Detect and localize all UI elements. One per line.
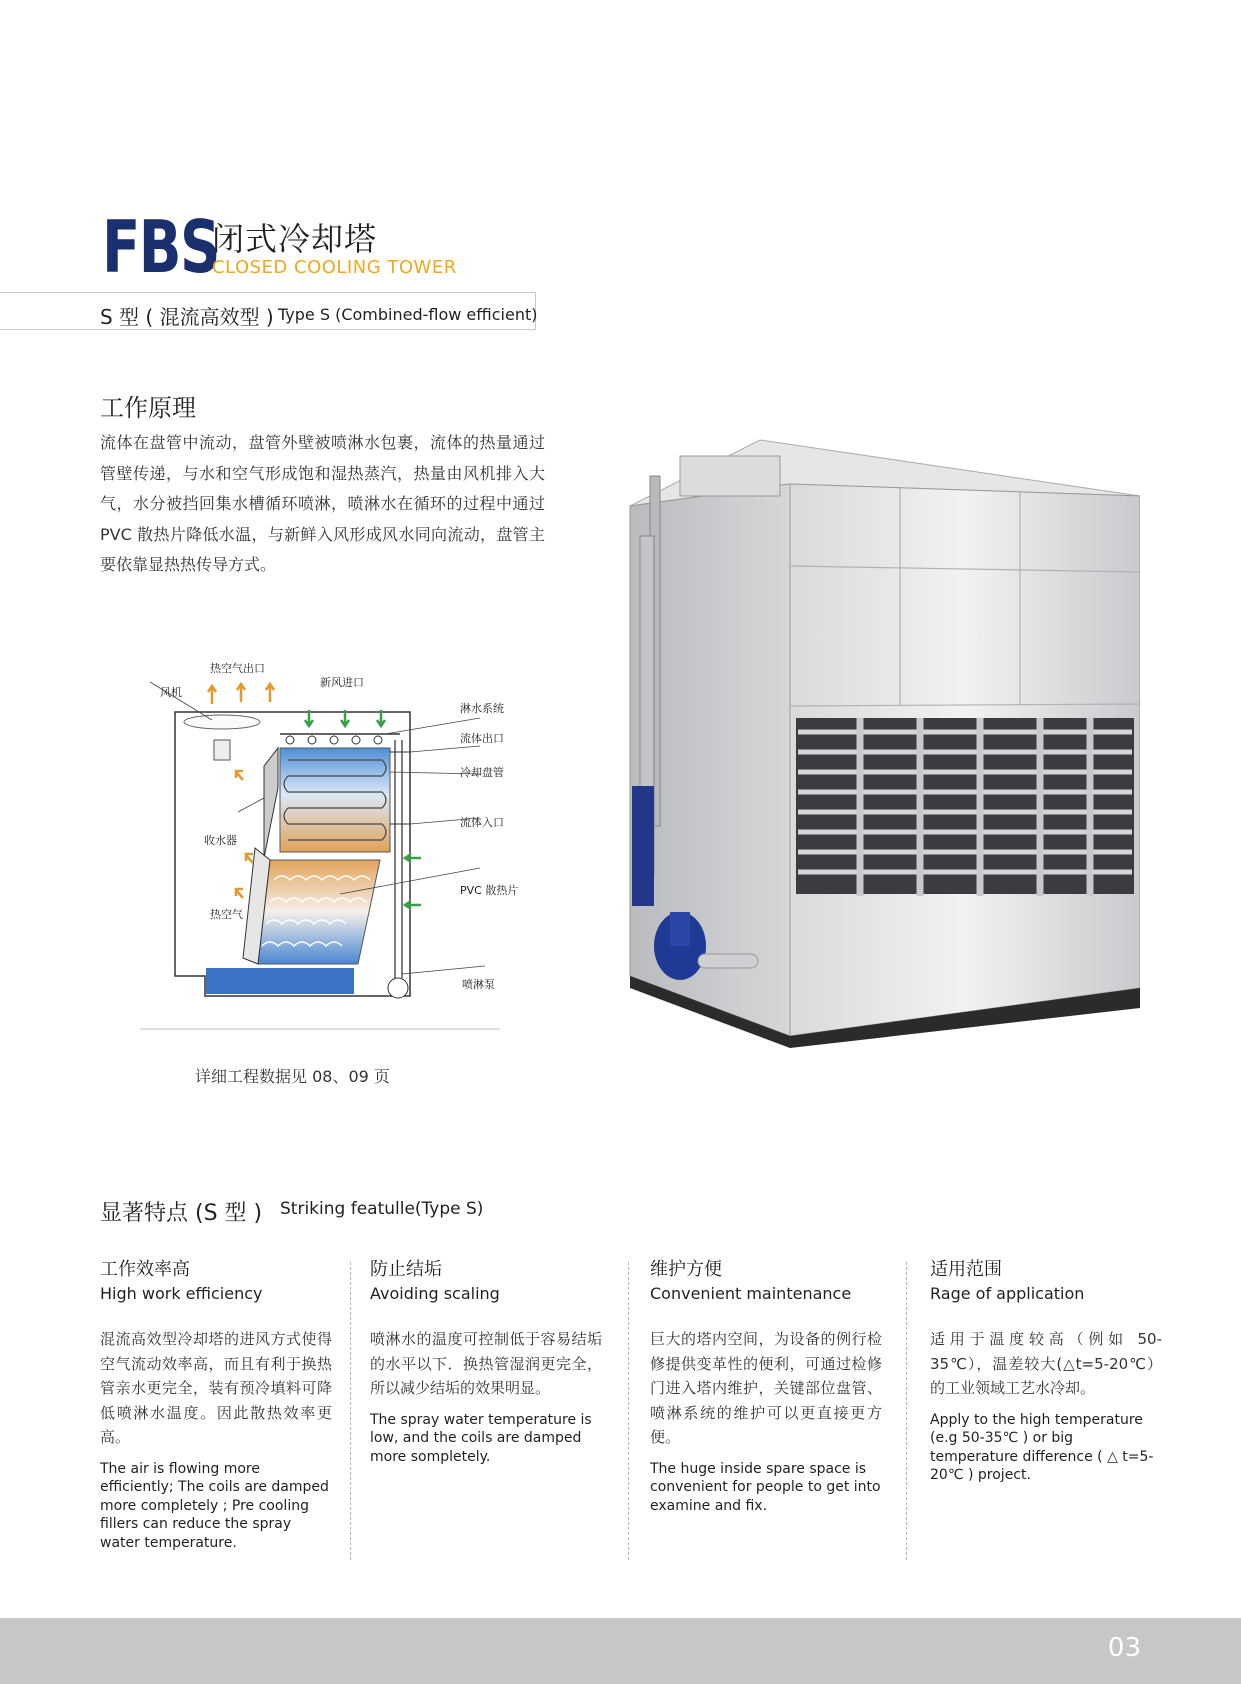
label-spray-pump: 喷淋泵	[462, 978, 495, 991]
feature-text-en: Apply to the high temperature (e.g 50-35℃ ) or big temperature difference ( △ t=5-20℃ ) project.	[930, 1411, 1154, 1483]
cooling-tower-photo	[620, 436, 1140, 1048]
label-hot-air: 热空气	[210, 908, 243, 921]
feature-anti-scaling	[370, 1257, 602, 1466]
pump-icon	[632, 786, 654, 906]
label-fluid-in: 流体入口	[460, 816, 504, 829]
label-fluid-out: 流体出口	[460, 732, 504, 745]
feature-efficiency	[100, 1257, 332, 1552]
feature-text-cn: 巨大的塔内空间，为设备的例行检修提供变革性的便利，可通过检修门进入塔内维护，关键部位盘管、喷淋系统的维护可以更直接更方便。	[650, 1330, 882, 1446]
label-fresh-air-in: 新风进口	[320, 676, 364, 689]
feature-title-en: Avoiding scaling	[370, 1284, 500, 1303]
brand-logo: FBS	[102, 205, 219, 289]
feature-text-en: The spray water temperature is low, and the coils are damped more sompletely.	[370, 1411, 592, 1465]
feature-application	[930, 1257, 1162, 1485]
feature-title-cn: 工作效率高	[100, 1259, 190, 1280]
feature-title-en: High work efficiency	[100, 1284, 263, 1303]
type-label-en: Type S (Combined-flow efficient)	[278, 305, 538, 324]
label-spray-system: 淋水系统	[460, 702, 504, 715]
feature-title-en: Rage of application	[930, 1284, 1085, 1303]
feature-title-cn: 防止结垢	[370, 1259, 442, 1280]
footer-bar	[0, 1618, 1241, 1684]
feature-title-cn: 维护方便	[650, 1259, 722, 1280]
column-divider	[628, 1262, 629, 1560]
column-divider	[906, 1262, 907, 1560]
page-title-en: CLOSED COOLING TOWER	[212, 257, 457, 278]
label-hot-air-out: 热空气出口	[210, 662, 265, 675]
feature-text-cn: 适用于温度较高（例如 50-35℃），温差较大(△t=5-20℃）的工业领域工艺水冷却。	[930, 1330, 1162, 1397]
feature-text-en: The huge inside spare space is convenient for people to get into examine and fix.	[650, 1460, 881, 1514]
cooling-tower-diagram	[140, 648, 540, 1048]
feature-text-en: The air is flowing more efficiently; The coils are damped more completely ; Pre cooling fillers can reduce the spray water temperature.	[100, 1460, 329, 1551]
principle-text: 流体在盘管中流动，盘管外壁被喷淋水包裹，流体的热量通过管壁传递，与水和空气形成饱和湿热蒸汽，热量由风机排入大气，水分被挡回集水槽循环喷淋，喷淋水在循环的过程中通过 PVC 散热片降低水温，与新鲜入风形成风水同向流动，盘管主要依靠显热热传导方式。	[100, 433, 545, 574]
features-heading-en: Striking featulle(Type S)	[280, 1199, 484, 1219]
principle-heading: 工作原理	[100, 394, 196, 422]
fan-icon	[214, 740, 230, 760]
page-title-cn: 闭式冷却塔	[212, 220, 378, 258]
label-collector: 收水器	[204, 834, 237, 847]
label-fan: 风机	[160, 686, 182, 699]
page-number: 03	[1107, 1633, 1141, 1663]
feature-text-cn: 喷淋水的温度可控制低于容易结垢的水平以下．换热管湿润更完全，所以减少结垢的效果明显。	[370, 1330, 602, 1397]
type-label-cn: S 型 ( 混流高效型 )	[100, 305, 274, 329]
label-pvc-fill: PVC 散热片	[460, 884, 519, 897]
column-divider	[350, 1262, 351, 1560]
feature-title-en: Convenient maintenance	[650, 1284, 852, 1303]
features-heading-cn: 显著特点 (S 型 )	[100, 1201, 263, 1226]
label-cooling-coil: 冷却盘管	[460, 766, 504, 779]
feature-title-cn: 适用范围	[930, 1259, 1002, 1280]
diagram-caption: 详细工程数据见 08、09 页	[195, 1067, 390, 1086]
feature-text-cn: 混流高效型冷却塔的进风方式使得空气流动效率高，而且有利于换热管亲水更完全，装有预冷填料可降低喷淋水温度。因此散热效率更高。	[100, 1330, 332, 1446]
feature-maintenance	[650, 1257, 882, 1515]
